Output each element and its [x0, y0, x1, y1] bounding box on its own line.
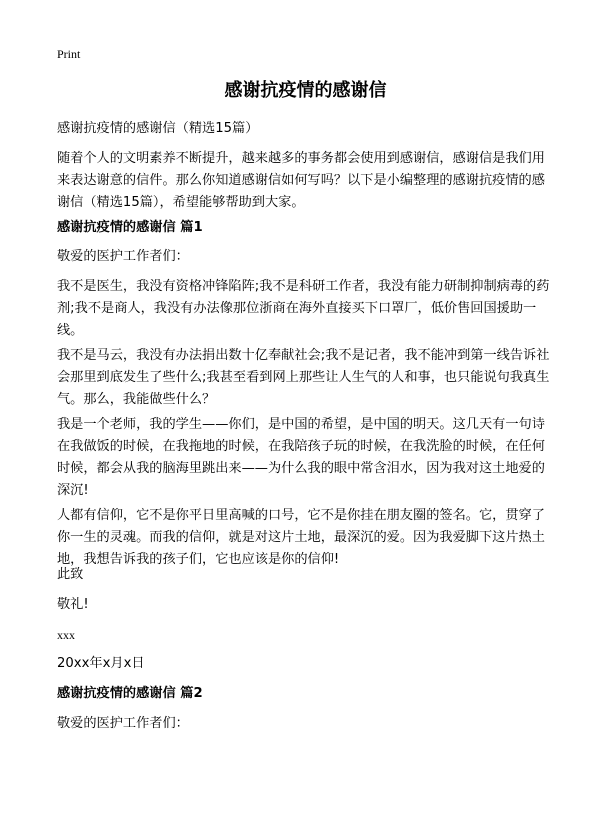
- paragraph-2: 我不是马云，我没有办法捐出数十亿奉献社会;我不是记者，我不能冲到第一线告诉社会那里到底发生了些什么;我甚至看到网上那些让人生气的人和事，也只能说句我真生气。那么，我能做些什么？: [57, 348, 550, 407]
- section-heading-1: 感谢抗疫情的感谢信 篇1: [57, 220, 203, 235]
- closing-line-1: 此致: [57, 567, 84, 582]
- letter-date: 20xx年x月x日: [57, 656, 145, 671]
- document-subtitle: 感谢抗疫情的感谢信（精选15篇）: [57, 121, 259, 136]
- paragraph-3: 我是一个老师，我的学生——你们，是中国的希望，是中国的明天。这几天有一句诗在我做饭的时候，在我拖地的时候，在我陪孩子玩的时候，在我洗脸的时候，在任何时候，都会从我的脑海里跳出来——为什么我的眼中常含泪水，因为我对这土地爱的深沉!: [57, 417, 545, 498]
- closing-line-2: 敬礼!: [57, 597, 89, 612]
- signature: xxx: [57, 628, 75, 642]
- print-label: Print: [57, 47, 81, 61]
- paragraph-4: 人都有信仰，它不是你平日里高喊的口号，它不是你挂在朋友圈的签名。它，贯穿了你一生的灵魂。而我的信仰，就是对这片土地，最深沉的爱。因为我爱脚下这片热土地，我想告诉我的孩子们，它也应该是你的信仰!: [57, 508, 545, 567]
- intro-paragraph: 随着个人的文明素养不断提升，越来越多的事务都会使用到感谢信，感谢信是我们用来表达谢意的信件。那么你知道感谢信如何写吗？以下是小编整理的感谢抗疫情的感谢信（精选15篇），希望能够帮助到大家。: [57, 151, 545, 210]
- salutation-2: 敬爱的医护工作者们：: [57, 716, 189, 731]
- paragraph-1: 我不是医生，我没有资格冲锋陷阵;我不是科研工作者，我没有能力研制抑制病毒的药剂;我不是商人，我没有办法像那位浙商在海外直接买下口罩厂，低价售回国援助一线。: [57, 279, 550, 338]
- section-heading-2: 感谢抗疫情的感谢信 篇2: [57, 686, 203, 701]
- page-title: 感谢抗疫情的感谢信: [224, 80, 387, 101]
- salutation-1: 敬爱的医护工作者们：: [57, 249, 189, 264]
